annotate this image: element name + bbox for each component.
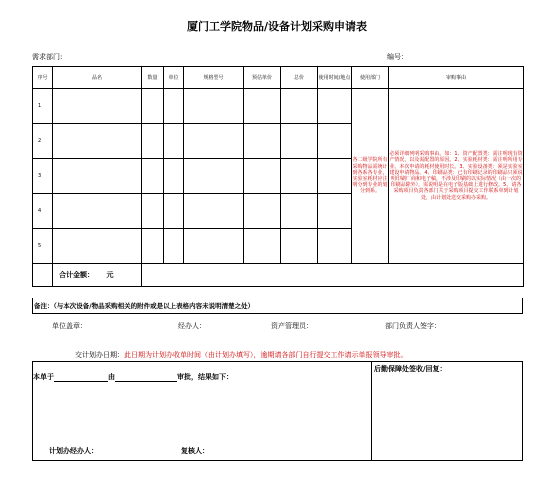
table-header-row [33, 67, 524, 89]
row-seq: 5 [33, 229, 53, 264]
approval-suffix: 审批，结果如下： [177, 373, 233, 381]
use-time-cell[interactable] [318, 229, 352, 264]
use-time-cell[interactable] [318, 159, 352, 194]
header-reason: 审购事由 [389, 67, 524, 89]
logistics-reply-label: 后勤保障处签收/回复： [374, 365, 447, 373]
table-row [33, 89, 524, 124]
header-use-time: 使用时间/地点 [318, 67, 352, 89]
approver-blank[interactable] [115, 374, 177, 382]
unit-cell[interactable] [164, 89, 184, 124]
header-unit-price: 预估单价 [244, 67, 281, 89]
handler-label: 经办人： [178, 322, 206, 330]
total-label: 合计金额： [59, 271, 94, 279]
reviewer-label: 复核人： [181, 447, 209, 455]
header-spec: 规格型号 [184, 67, 244, 89]
name-cell[interactable] [53, 229, 142, 264]
page-title: 厦门工学院物品/设备计划采购申请表 [186, 20, 368, 33]
header-name: 品名 [53, 67, 142, 89]
header-seq: 序号 [33, 67, 53, 89]
total-spacer [33, 264, 53, 287]
total-price-cell[interactable] [281, 159, 318, 194]
unit-price-cell[interactable] [244, 194, 281, 229]
spec-cell[interactable] [184, 194, 244, 229]
name-cell[interactable] [53, 194, 142, 229]
total-unit: 元 [106, 271, 114, 279]
approval-date-blank[interactable] [54, 374, 108, 382]
approval-mid: 由 [108, 373, 115, 381]
unit-cell[interactable] [164, 194, 184, 229]
use-dept-note: 各二级学院所有采购物品需统计到各系各专业，实验室耗材应注明分到专业的划分到系。 [352, 89, 389, 264]
unit-price-cell[interactable] [244, 229, 281, 264]
approval-box [32, 361, 523, 461]
number-label: 编号： [387, 53, 408, 61]
header-total-price: 总价 [281, 67, 318, 89]
deadline-line [75, 350, 408, 360]
unit-price-cell[interactable] [244, 89, 281, 124]
qty-cell[interactable] [142, 159, 164, 194]
deadline-label: 交计划办日期： [75, 351, 124, 359]
unit-cell[interactable] [164, 159, 184, 194]
spec-cell[interactable] [184, 229, 244, 264]
reason-note: 必须详细列明采购事由。如：1、资产配置类：需注明现有资产情况，以及需配置的原因。2、实验耗材类：需注明所用专业、本次申请的耗材使用时长。3、实验设备类：须是实验室建设申请物品。4、印刷品类：已有印刷记录的印刷品只须说明印刷厂商和电子稿，不涉及印刷的以实际情况（由一次的印刷品除外），需说明是在电子版基础上进行修改。5、请各采购项目负责各部门关于采购项目提交工作联系单到计划处，由计划处送交采购办采购。 [389, 89, 524, 264]
spec-cell[interactable] [184, 124, 244, 159]
name-cell[interactable] [53, 89, 142, 124]
row-seq: 2 [33, 124, 53, 159]
total-label-cell [53, 264, 142, 287]
total-price-cell[interactable] [281, 124, 318, 159]
dept-head-label: 部门负责人签字： [385, 322, 441, 330]
header-qty: 数量 [142, 67, 164, 89]
name-cell[interactable] [53, 124, 142, 159]
use-time-cell[interactable] [318, 89, 352, 124]
remark: 备注：（与本次设备/物品采购相关的附件或是以上表格内容未说明清楚之处） [32, 298, 523, 314]
header-unit: 单位 [164, 67, 184, 89]
approval-line [33, 372, 233, 382]
purchase-table [32, 66, 524, 287]
qty-cell[interactable] [142, 194, 164, 229]
use-time-cell[interactable] [318, 194, 352, 229]
total-price-cell[interactable] [281, 229, 318, 264]
use-time-cell[interactable] [318, 124, 352, 159]
total-amount-cell[interactable] [142, 264, 524, 287]
row-seq: 3 [33, 159, 53, 194]
unit-cell[interactable] [164, 124, 184, 159]
planner-label: 计划办经办人： [49, 447, 98, 455]
unit-price-cell[interactable] [244, 124, 281, 159]
row-seq: 1 [33, 89, 53, 124]
qty-cell[interactable] [142, 89, 164, 124]
total-price-cell[interactable] [281, 89, 318, 124]
unit-seal-label: 单位盖章： [52, 322, 87, 330]
qty-cell[interactable] [142, 229, 164, 264]
header-use-dept: 使用部门 [352, 67, 389, 89]
asset-manager-label: 资产管理员： [271, 322, 313, 330]
unit-cell[interactable] [164, 229, 184, 264]
row-seq: 4 [33, 194, 53, 229]
spec-cell[interactable] [184, 89, 244, 124]
unit-price-cell[interactable] [244, 159, 281, 194]
spec-cell[interactable] [184, 159, 244, 194]
deadline-note: 此日期为计划办收单时间（由计划办填写），逾期请各部门自行提交工作请示单报领导审批。 [124, 351, 408, 359]
approval-prefix: 本单于 [33, 373, 54, 381]
qty-cell[interactable] [142, 124, 164, 159]
dept-label: 需求部门: [32, 53, 63, 61]
name-cell[interactable] [53, 159, 142, 194]
total-row [33, 264, 524, 287]
approval-divider [371, 362, 372, 460]
total-price-cell[interactable] [281, 194, 318, 229]
